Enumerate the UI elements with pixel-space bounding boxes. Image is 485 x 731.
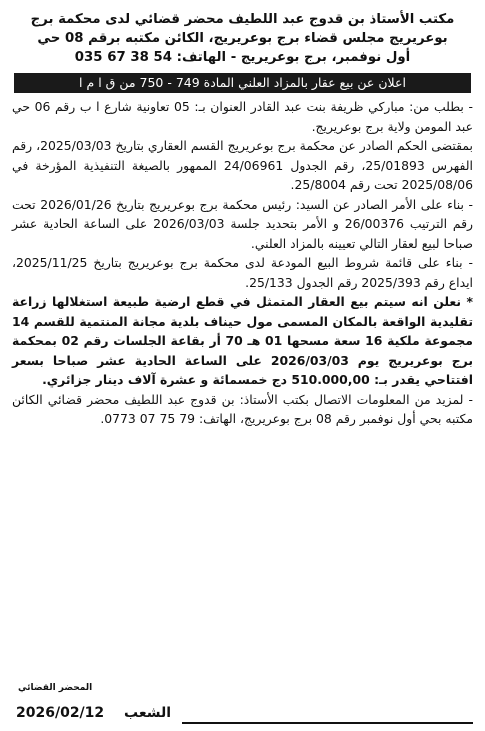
footer-divider <box>182 722 473 724</box>
notice-body <box>12 97 473 429</box>
paragraph-contact: - لمزيد من المعلومات الاتصال بكتب الأستاذ: بن قدوج عبد اللطيف محضر قضائي الكائن مكتبه بحي أول نوفمبر رقم 08 برج بوعريريج، الهاتف: 79 75 07 0773. <box>12 391 473 426</box>
paragraph-sale-conditions: - بناء على قائمة شروط البيع المودعة لدى محكمة برج بوعريريج بتاريخ 2025/11/25، ايداع رقم 2025/393 رقم الجدول 25/133. <box>12 255 473 290</box>
office-header <box>12 10 473 67</box>
paragraph-requester: - بطلب من: مباركي ظريفة بنت عبد القادر العنوان بـ: 05 تعاونية شارع ا ب رقم 06 حي عبد المومن ولاية برج بوعريريج. <box>12 99 473 134</box>
header-line-2: بوعريريج مجلس قضاء برج بوعريريج، الكائن مكتبه برقم 08 حي <box>37 31 448 46</box>
publication-date: 2026/02/12 <box>16 705 105 721</box>
paragraph-judgment: بمقتضى الحكم الصادر عن محكمة برج بوعريريج القسم العقاري بتاريخ 2025/03/03، رقم الفهرس 25/01893، رقم الجدول 24/06961 الممهور بالصيغة التنفيذية المؤرخة في 2025/08/06 تحت رقم 25/8004. <box>12 138 473 192</box>
bailiff-signature: المحضر القضائي <box>18 683 93 693</box>
paragraph-court-order: - بناء على الأمر الصادر عن السيد: رئيس محكمة برج بوعريريج بتاريخ 2026/01/26 تحت رقم الترتيب 26/00376 و الأمر بتحديد جلسة 2026/03/03 على الساعة الحادية عشر صباحا لبيع لعقار التالي تعيينه بالمزاد العلني. <box>12 196 474 251</box>
paragraph-sale-announcement: * نعلن انه سيتم بيع العقار المتمثل في قطع ارضية طبيعة استغلالها زراعة تقليدية الواقعة بالمكان المسمى مول حيناف بلدية مجانة المنتمية للقسم 14 مجموعة ملكية 16 سعة مسحها 01 هـ 70 أر بقاعة الجلسات رقم 02 بمحكمة برج بوعريريج يوم 2026/03/03 على الساعة الحادية عشر صباحا بسعر افتتاحي يقدر بـ: 510.000,00 دج خمسمائة و عشرة آلاف دينار جزائري. <box>12 294 473 387</box>
header-line-1: مكتب الأستاذ بن قدوج عبد اللطيف محضر قضائي لدى محكمة برج <box>30 12 455 27</box>
header-line-3: أول نوفمبر، برج بوعريريج - الهاتف: 54 38 67 035 <box>74 50 411 65</box>
notice-footer <box>12 683 473 727</box>
notice-title-banner: اعلان عن بيع عقار بالمزاد العلني المادة 749 - 750 من ق ا م ا <box>14 73 471 93</box>
newspaper-name: الشعب <box>124 705 172 721</box>
